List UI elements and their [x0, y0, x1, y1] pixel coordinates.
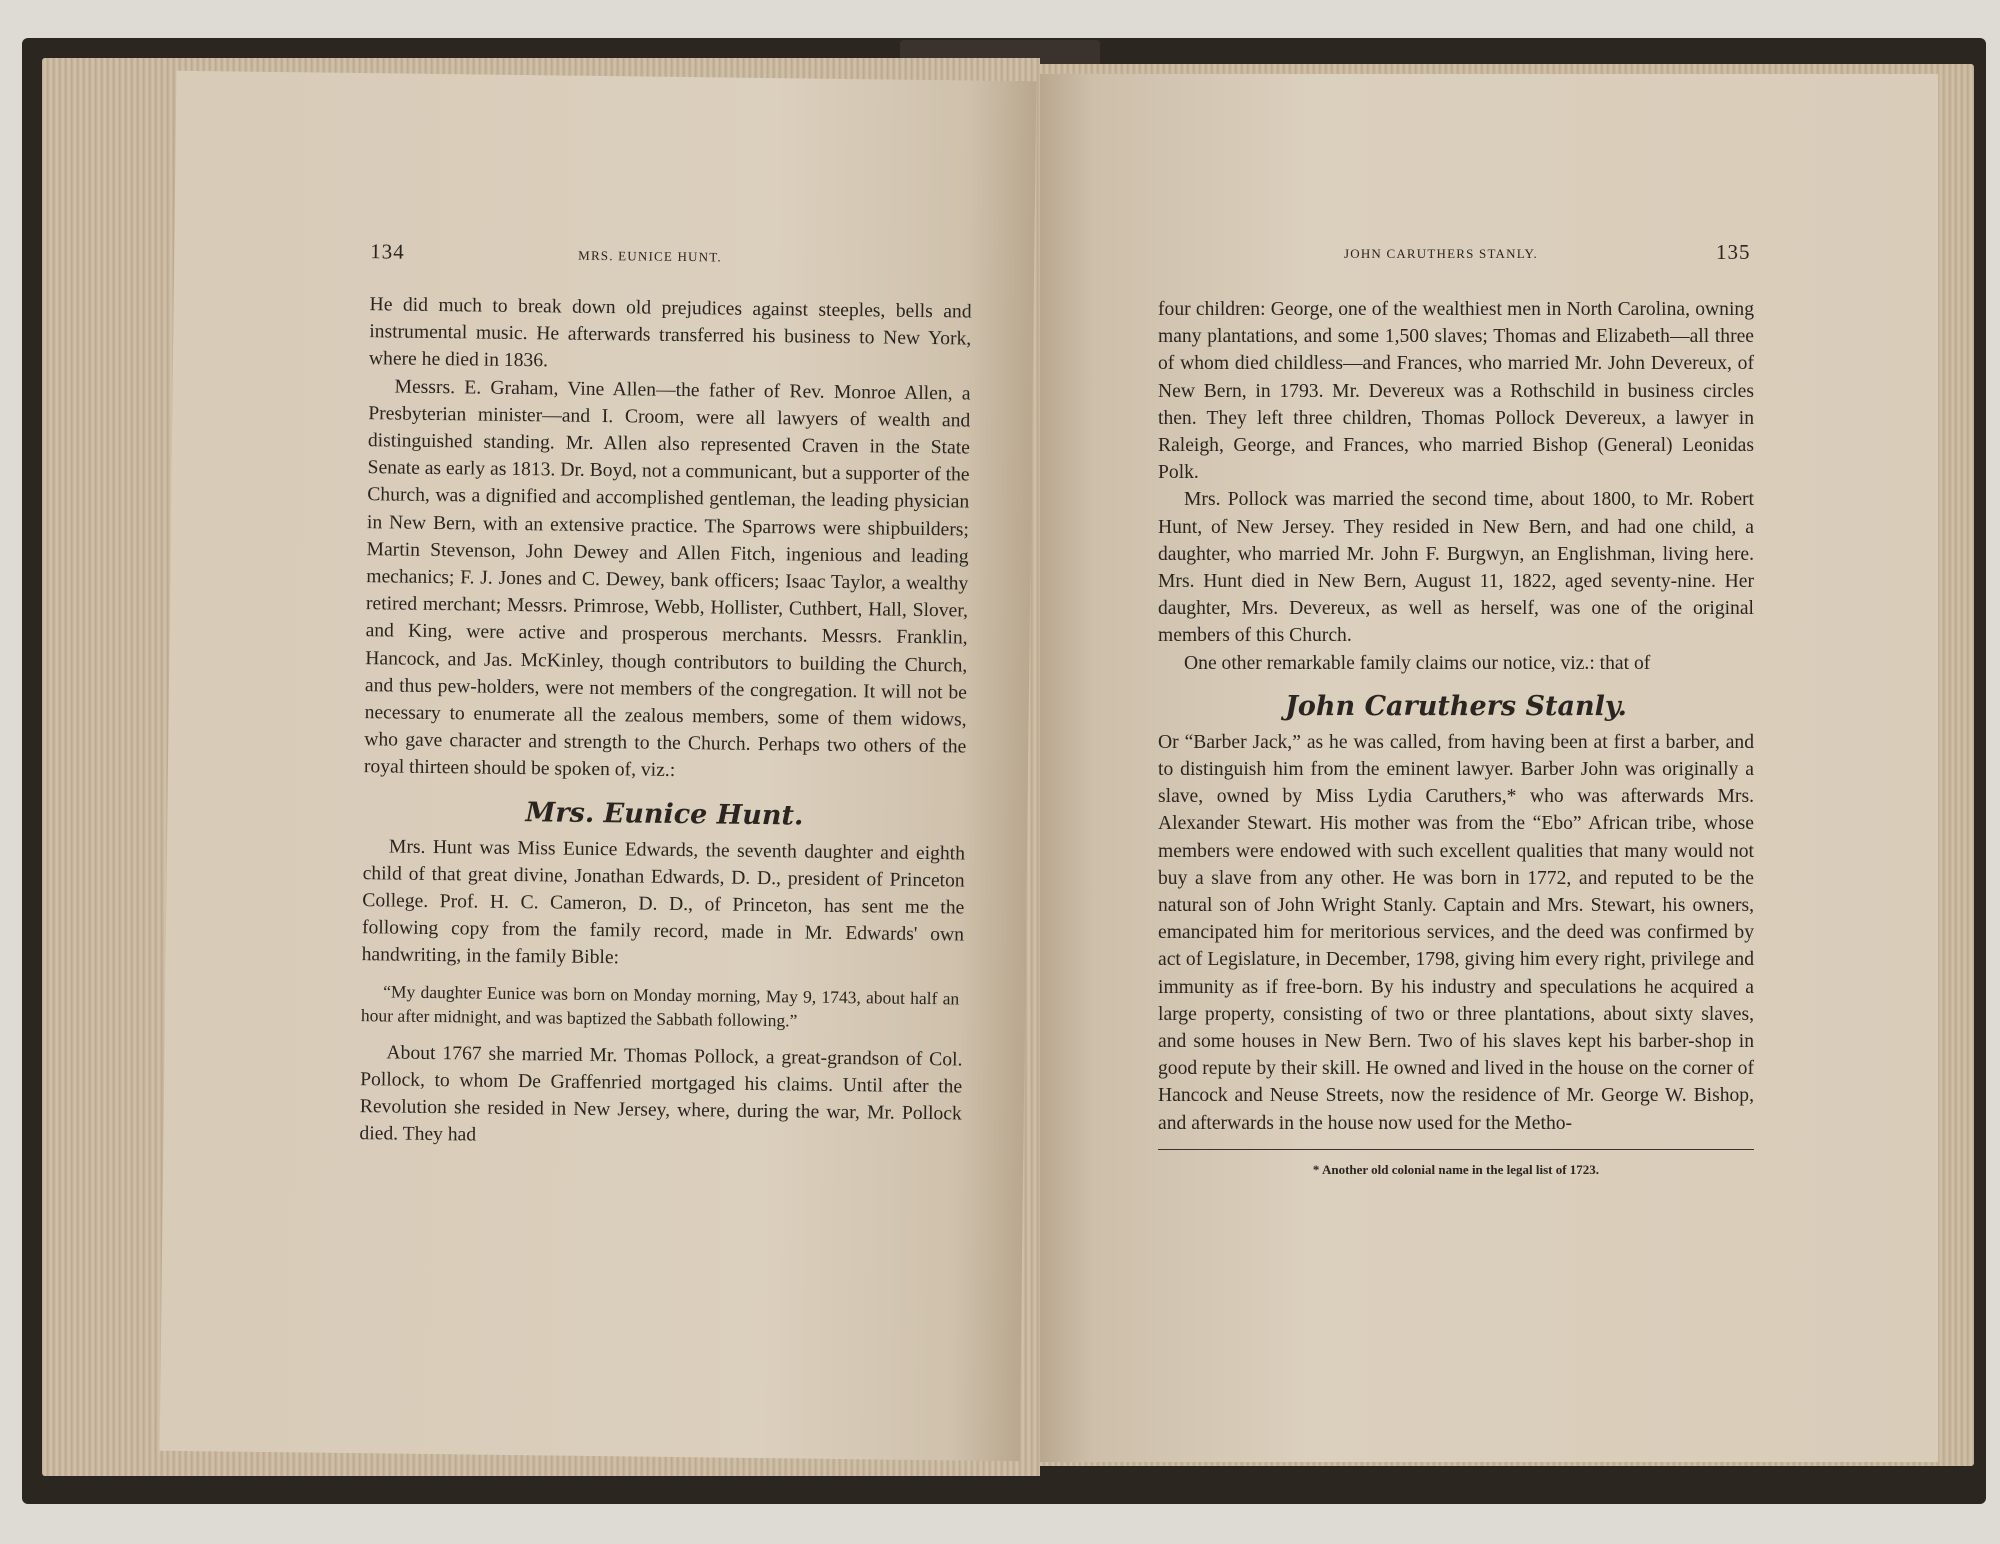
paragraph: He did much to break down old prejudices against steeples, bells and instrumental music. He afterwards transferred his business to New York, where he died in 1836.: [368, 294, 972, 372]
section-heading: John Caruthers Stanly.: [1285, 690, 1627, 722]
right-page: [1040, 74, 1938, 1462]
footnote-rule: [1158, 1149, 1754, 1150]
page-number: 135: [1716, 240, 1751, 264]
left-page-body: [359, 291, 971, 1155]
paragraph: Messrs. E. Graham, Vine Allen—the father of Rev. Monroe Allen, a Presbyterian minister—and I. Croom, were all lawyers of wealth and distinguished standing. Mr. Allen also represented Craven in the State Senate as early as 1813. Dr. Boyd, not a communicant, but a supporter of the Church, was a dignified and accomplished gentleman, the leading physician in New Bern, with an extensive practice. The Sparrows were shipbuilders; Martin Stevenson, John Dewey and Allen Fitch, ingenious and leading mechanics; F. J. Jones and C. Dewey, bank officers; Isaac Taylor, a wealthy retired merchant; Messrs. Primrose, Webb, Hollister, Cuthbert, Hall, Slover, and King, were active and prosperous merchants. Messrs. Franklin, Hancock, and Jas. McKinley, though contributors to building the Church, and thus pew-holders, were not members of the congregation. It will not be necessary to enumerate all the zealous members, some of them widows, who gave character and strength to the Church. Perhaps two others of the royal thirteen should be spoken of, viz.:: [363, 376, 971, 782]
paragraph: Mrs. Pollock was married the second time, about 1800, to Mr. Robert Hunt, of New Jersey. They resided in New Bern, and had one child, a daughter, who married Mr. John F. Burgwyn, an Englishman, living here. Mrs. Hunt died in New Bern, August 11, 1822, aged seventy-nine. Her daughter, Mrs. Devereux, as well as herself, was one of the original members of this Church.: [1158, 489, 1754, 647]
paragraph: One other remarkable family claims our notice, viz.: that of: [1184, 652, 1651, 674]
running-head: MRS. EUNICE HUNT.: [578, 247, 722, 265]
right-page-header: [1040, 240, 1938, 274]
page-number: 134: [370, 239, 405, 264]
section-heading: Mrs. Eunice Hunt.: [525, 796, 804, 832]
quote-text: “My daughter Eunice was born on Monday morning, May 9, 1743, about half an hour after midnight, and was baptized the Sabbath following.”: [360, 981, 960, 1031]
paragraph: Or “Barber Jack,” as he was called, from having been at first a barber, and to distinguish him from the eminent lawyer. Barber John was originally a slave, owned by Miss Lydia Caruthers,* who was afterwards Mrs. Alexander Stewart. His mother was from the “Ebo” African tribe, whose members were endowed with such excellent qualities that many would not buy a slave from any other. He was born in 1772, and reputed to be the natural son of John Wright Stanly. Captain and Mrs. Stewart, his owners, emancipated him for meritorious services, and the deed was confirmed by act of Legislature, in December, 1798, giving him every right, privilege and immunity as if free-born. By his industry and speculations he acquired a large property, consisting of two or three plantations, about sixty slaves, and some houses in New Bern. Two of his slaves kept his barber-shop in good repute by their skill. He owned and lived in the house on the corner of Hancock and Neuse Streets, now the residence of Mr. George W. Bishop, and afterwards in the house now used for the Metho-: [1158, 731, 1754, 1134]
paragraph: About 1767 she married Mr. Thomas Pollock, a great-grandson of Col. Pollock, to whom De Graffenried mortgaged his claims. Until after the Revolution she resided in New Jersey, where, during the war, Mr. Pollock died. They had: [359, 1042, 963, 1146]
left-page-header: [174, 241, 1034, 282]
block-quote: [361, 979, 964, 1034]
paragraph: four children: George, one of the wealthiest men in North Carolina, owning many plantations, and some 1,500 slaves; Thomas and Elizabeth—all three of whom died childless—and Frances, who married Mr. John Devereux, of New Bern, in 1793. Mr. Devereux was a Rothschild in business circles then. They left three children, Thomas Pollock Devereux, a lawyer in Raleigh, George, and Frances, who married Bishop (General) Leonidas Polk.: [1158, 299, 1754, 484]
right-page-body: [1158, 296, 1754, 1183]
left-page: [160, 71, 1037, 1461]
footnote: * Another old colonial name in the legal list of 1723.: [1312, 1161, 1600, 1177]
paragraph: Mrs. Hunt was Miss Eunice Edwards, the seventh daughter and eighth child of that great divine, Jonathan Edwards, D. D., president of Princeton College. Prof. H. C. Cameron, D. D., of Princeton, has sent me the following copy from the family record, made in Mr. Edwards' own handwriting, in the family Bible:: [361, 836, 966, 969]
running-head: JOHN CARUTHERS STANLY.: [1344, 246, 1538, 261]
